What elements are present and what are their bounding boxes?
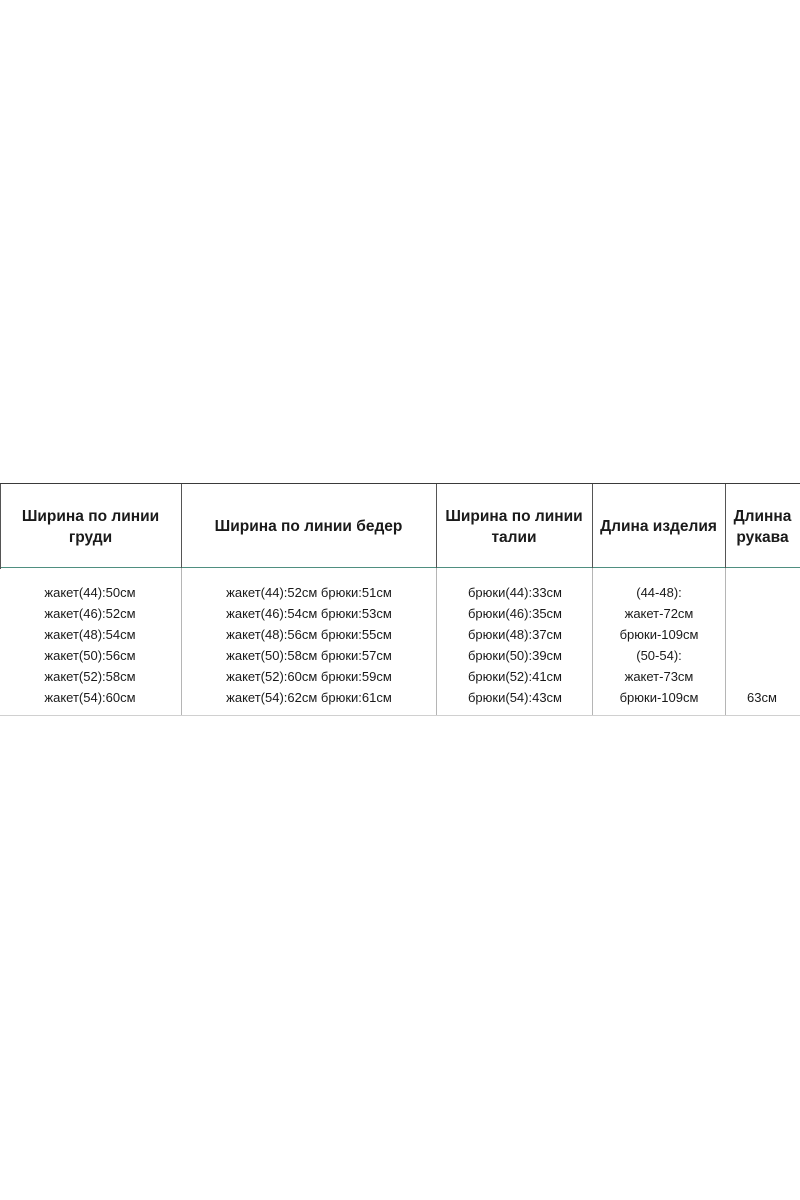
table-header-row: [0, 483, 800, 568]
table-cell: жакет(46):52см: [44, 606, 136, 621]
table-cell: жакет(50):58см брюки:57см: [226, 648, 392, 663]
header-item-length-label: Длина изделия: [600, 518, 717, 535]
table-cell: брюки(54):43см: [467, 690, 562, 705]
table-cell: жакет(48):56см брюки:55см: [226, 627, 392, 642]
table-cell: 63см: [747, 690, 777, 705]
table-cell: жакет(50):56см: [44, 648, 136, 663]
column-divider: [181, 568, 182, 716]
table-cell: брюки(50):39см: [467, 648, 562, 663]
header-chest-width-label: Ширина по линии груди: [21, 507, 160, 546]
table-cell: жакет(54):62см брюки:61см: [226, 690, 392, 705]
header-hip-width: [181, 484, 436, 569]
table-cell: брюки-109см: [619, 690, 699, 705]
table-cell: брюки(48):37см: [467, 627, 562, 642]
table-cell: жакет(52):58см: [44, 669, 136, 684]
table-cell: жакет(44):52см брюки:51см: [226, 585, 392, 600]
waist-width-column: [446, 582, 584, 708]
table-cell: жакет-72см: [624, 606, 694, 621]
table-cell: брюки(46):35см: [467, 606, 562, 621]
header-sleeve-length-label: Длинна рукава: [733, 507, 792, 546]
header-chest-width: [0, 484, 181, 569]
table-cell: брюки(44):33см: [467, 585, 562, 600]
table-cell: жакет(46):54см брюки:53см: [226, 606, 392, 621]
table-cell: брюки(52):41см: [467, 669, 562, 684]
table-cell: брюки-109см: [619, 627, 699, 642]
table-cell: жакет(48):54см: [44, 627, 136, 642]
header-hip-width-label: Ширина по линии бедер: [214, 518, 403, 535]
column-divider: [725, 568, 726, 716]
table-cell: (50-54):: [636, 648, 682, 663]
header-item-length: [592, 484, 725, 569]
header-waist-width: [436, 484, 592, 569]
column-divider: [592, 568, 593, 716]
chest-width-column: [22, 582, 158, 708]
size-table: [0, 483, 800, 716]
header-sleeve-length: [725, 484, 800, 569]
column-divider: [436, 568, 437, 716]
hip-width-column: [190, 582, 428, 708]
header-waist-width-label: Ширина по линии талии: [445, 507, 583, 546]
sleeve-length-column: [728, 687, 796, 708]
table-cell: жакет-73см: [624, 669, 694, 684]
table-cell: жакет(52):60см брюки:59см: [226, 669, 392, 684]
table-cell: (44-48):: [636, 585, 682, 600]
table-cell: жакет(54):60см: [44, 690, 136, 705]
table-bottom-border: [0, 715, 800, 716]
item-length-column: [598, 582, 720, 708]
table-cell: жакет(44):50см: [44, 585, 136, 600]
